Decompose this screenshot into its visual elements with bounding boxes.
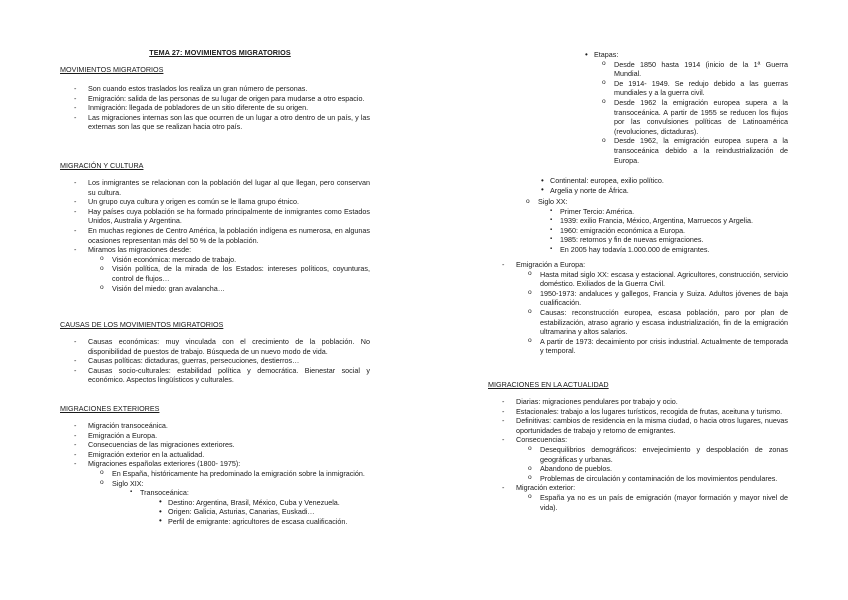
detail-item: • Origen: Galicia, Asturias, Canarias, Euskadi… [158, 507, 370, 517]
sublist-europa [526, 270, 788, 356]
heading-actualidad: MIGRACIONES EN LA ACTUALIDAD [488, 380, 609, 389]
list-item: - En muchas regiones de Centro América, la población indígena es numerosa, en algunas ocasiones representan más del 50 % de la población. [60, 226, 370, 245]
heading-exteriores: MIGRACIONES EXTERIORES [60, 404, 160, 413]
list-item: - Los inmigrantes se relacionan con la población del lugar al que llegan, pero conservan su cultura. [60, 178, 370, 197]
list-item: - Migración transoceánica. [60, 421, 370, 431]
sublist-consecuencias [526, 445, 788, 483]
detail-item: ▪ 1960: emigración económica a Europa. [548, 226, 788, 236]
sublist-item: o Problemas de circulación y contaminación de los movimientos pendulares. [526, 474, 788, 484]
heading-movimientos: MOVIMIENTOS MIGRATORIOS [60, 65, 164, 74]
list-europa [488, 260, 788, 356]
detail-item: ▪ Primer Tercio: América. [548, 207, 788, 217]
detail-item: • Argelia y norte de África. [540, 186, 788, 196]
sublist-item: o Desde 1962 la emigración europea supera a la transoceánica. A partir de 1955 se reducen los flujos por las convulsiones políticas de Latinoamérica (revoluciones, dictaduras). [600, 98, 788, 136]
list-causas [60, 337, 370, 385]
list-item: - Diarias: migraciones pendulares por trabajo y ocio. [488, 397, 788, 407]
detail-item: ▪ 1985: retornos y fin de nuevas emigraciones. [548, 235, 788, 245]
list-item-text: Migración exterior: [516, 483, 576, 493]
list-item [488, 260, 788, 356]
list-item: - Emigración: salida de las personas de su lugar de origen para mudarse a otro espacio. [60, 94, 370, 104]
list-item: - Estacionales: trabajo a los lugares turísticos, recogida de frutas, aceituna y turismo. [488, 407, 788, 417]
sublist-item: o De 1914- 1949. Se redujo debido a las guerras mundiales y a la guerra civil. [600, 79, 788, 98]
list-item-text: Miramos las migraciones desde: [88, 245, 192, 255]
section-actualidad [488, 397, 788, 512]
sublist-item: o España ya no es un país de emigración (mayor formación y mayor nivel de vida). [526, 493, 788, 512]
sublist-etapas [600, 60, 788, 166]
list-item-text: Emigración a Europa: [516, 260, 586, 269]
list-item [488, 483, 788, 512]
list-item: - Consecuencias de las migraciones exteriores. [60, 440, 370, 450]
sublist-item: o Desde 1850 hasta 1914 (inicio de la 1ª Guerra Mundial. [600, 60, 788, 79]
section-europa [488, 260, 788, 356]
sublist-item: o Abandono de pueblos. [526, 464, 788, 474]
sublist-item: o Desequilibrios demográficos: envejecimiento y despoblación de zonas geográficas y urbanas. [526, 445, 788, 464]
sublist-exterior [526, 493, 788, 512]
list-item: - Son cuando estos traslados los realiza un gran número de personas. [60, 84, 370, 94]
sublist-item-text: Transoceánica: [140, 488, 189, 498]
detail-item: • Destino: Argentina, Brasil, México, Cuba y Venezuela. [158, 498, 370, 508]
detail-item-text: Etapas: [594, 50, 619, 59]
sublist-item [524, 197, 788, 255]
section-exteriores [60, 421, 370, 527]
list-item: - Emigración a Europa. [60, 431, 370, 441]
list-item: - Causas socio-culturales: estabilidad política y democrática. Bienestar social y económico. Aspectos lingüísticos y culturales. [60, 366, 370, 385]
sublist-item: o Visión económica: mercado de trabajo. [98, 255, 370, 265]
sublist-transoceanica [128, 488, 370, 526]
section-cultura [60, 178, 370, 293]
list-item: - Un grupo cuya cultura y origen es común se le llama grupo étnico. [60, 197, 370, 207]
list-item [60, 459, 370, 526]
sublist-item: o A partir de 1973: decaimiento por crisis industrial. Actualmente de temporada y temporal. [526, 337, 788, 356]
sublist-item: o En España, históricamente ha predominado la emigración sobre la inmigración. [98, 469, 370, 479]
sublist-transoceanica-details [158, 498, 370, 527]
sublist-espana [98, 469, 370, 527]
list-item-text: Migraciones españolas exteriores (1800- 1975): [88, 459, 241, 469]
section-etapas [488, 50, 788, 165]
sublist-item-text: Siglo XIX: [112, 478, 144, 488]
document-title: TEMA 27: MOVIMIENTOS MIGRATORIOS [149, 48, 291, 57]
sublist-item [128, 488, 370, 526]
detail-item: ▪ En 2005 hay todavía 1.000.000 de emigrantes. [548, 245, 788, 255]
list-actualidad [488, 397, 788, 512]
sublist-item: o Desde 1962, la emigración europea supera a la transoceánica debido a la reindustrialización de Europa. [600, 136, 788, 165]
sublist-item: o Causas: reconstrucción europea, escasa población, paro por plan de estabilización, atraso agrario y escasa industrialización, fin de la emigración ultramarina y altos salarios. [526, 308, 788, 337]
list-movimientos [60, 84, 370, 132]
detail-item [584, 50, 788, 165]
detail-item: • Perfil de emigrante: agricultores de escasa cualificación. [158, 517, 370, 527]
heading-causas: CAUSAS DE LOS MOVIMIENTOS MIGRATORIOS [60, 320, 224, 329]
sublist-vision [98, 255, 370, 293]
detail-item: • Continental: europea, exilio político. [540, 176, 788, 186]
list-item-text: Consecuencias: [516, 435, 568, 445]
list-item [60, 245, 370, 293]
list-item: - Emigración exterior en la actualidad. [60, 450, 370, 460]
list-exteriores [60, 421, 370, 527]
sublist-siglo-xx [548, 207, 788, 255]
list-item [488, 435, 788, 483]
sublist-item: o Visión política, de la mirada de los Estados: intereses políticos, coyunturas, control de flujos… [98, 264, 370, 283]
list-etapas [584, 50, 788, 165]
list-item: - Hay países cuya población se ha formado principalmente de inmigrantes como Estados Unidos, Australia y Argentina. [60, 207, 370, 226]
list-item: - Causas políticas: dictaduras, guerras, persecuciones, destierros… [60, 356, 370, 366]
section-otros [488, 176, 788, 195]
list-otros [540, 176, 788, 195]
sublist-item [98, 479, 370, 527]
list-item: - Las migraciones internas son las que ocurren de un lugar a otro dentro de un país, y las externas son las que se realizan hacia otro país. [60, 113, 370, 132]
sublist-item: o 1950-1973: andaluces y gallegos, Francia y Suiza. Adultos jóvenes de baja cualificación. [526, 289, 788, 308]
list-item: - Causas económicas: muy vinculada con el crecimiento de la población. No disponibilidad de puestos de trabajo. Búsqueda de un nuevo modo de vida. [60, 337, 370, 356]
list-item: - Inmigración: llegada de pobladores de un sitio diferente de su origen. [60, 103, 370, 113]
sublist-item: o Visión del miedo: gran avalancha… [98, 284, 370, 294]
list-siglo-xx [524, 197, 788, 255]
list-cultura [60, 178, 370, 293]
detail-item: ▪ 1939: exilio Francia, México, Argentina, Marruecos y Argelia. [548, 216, 788, 226]
heading-cultura: MIGRACIÓN Y CULTURA [60, 161, 144, 170]
section-siglo-xx [488, 197, 788, 255]
sublist-item-text: Siglo XX: [538, 197, 568, 206]
list-item: - Definitivas: cambios de residencia en la misma ciudad, o hacia otros lugares, nuevas oportunidades de trabajo y retorno de emigrantes. [488, 416, 788, 435]
sublist-item: o Hasta mitad siglo XX: escasa y estacional. Agricultores, construcción, servicio doméstico. Exiliados de la Guerra Civil. [526, 270, 788, 289]
